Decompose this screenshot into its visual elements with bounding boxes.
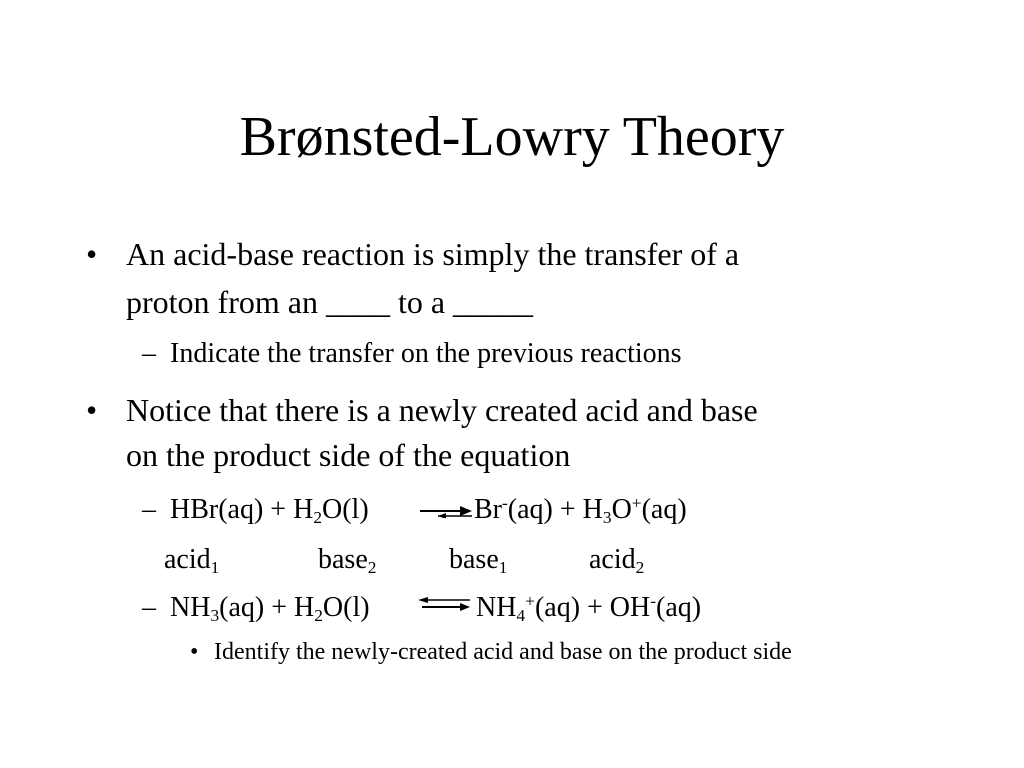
dash-mark: – [142,494,156,525]
equation-2-mid-2: (aq) + OH [534,592,651,623]
role-acid-2-sub: 2 [635,558,645,578]
equation-1-hbr: HBr(aq) + H [170,494,314,525]
role-acid-1-text: acid [164,544,211,575]
equation-2-oh-rest: (aq) [656,592,702,623]
bullet-1-line-1: An acid-base reaction is simply the transfer of a [126,236,740,272]
equation-1-h2o-sub: 2 [313,508,322,528]
equation-1-h3o-sup: + [631,493,642,513]
slide-title: Brønsted-Lowry Theory [239,106,785,168]
equation-2-nh4-sup: + [525,591,535,611]
equation-1-h2o-rest: O(l) [322,494,369,525]
equation-2-mid: (aq) + H [219,592,315,623]
sub-item-indicate: Indicate the transfer on the previous reactions [170,338,682,369]
reverse-arrow-icon [420,504,472,518]
equation-2-h2o-rest: O(l) [322,592,370,623]
role-base-1-sub: 1 [498,558,508,578]
equation-2-oh-sup: - [650,591,657,611]
bullet-2-line-2: on the product side of the equation [126,437,571,473]
bullet-2-line-1: Notice that there is a newly created acid and base [126,392,758,428]
role-acid-2-text: acid [589,544,636,575]
equation-2-nh3: NH [170,592,211,623]
equation-1-h3o-sub: 3 [602,508,612,528]
equation-2-nh4: NH [476,592,517,623]
role-base-2-text: base [318,544,368,575]
equation-1-br: Br [474,494,502,525]
equation-1-products [474,493,687,527]
role-base-2-sub: 2 [367,558,377,578]
sub-sub-item-identify: Identify the newly-created acid and base on the product side [214,639,792,665]
bullet-1-line-2: proton from an ____ to a _____ [126,284,534,320]
role-acid-1 [164,543,219,577]
bullet-mark: • [190,639,199,665]
equation-2-h2o-sub: 2 [314,606,323,626]
equation-1-br-rest: (aq) + H [507,494,603,525]
dash-mark: – [142,338,156,369]
equation-1-reactants [170,493,369,527]
equation-2-products [476,591,701,625]
role-acid-2 [589,543,644,577]
dash-mark: – [142,592,156,623]
role-base-1-text: base [449,544,499,575]
role-base-2 [318,543,376,577]
equation-1-h3o-o: O [611,494,632,525]
reverse-arrow-icon [418,597,470,611]
role-acid-1-sub: 1 [210,558,220,578]
equation-2-reactants [170,591,370,625]
equation-1-br-sup: - [502,493,508,513]
bullet-mark: • [86,392,98,428]
equation-1-h3o-rest: (aq) [641,494,687,525]
equation-2-nh3-sub: 3 [210,606,220,626]
equation-2-nh4-sub: 4 [516,606,526,626]
bullet-mark: • [86,236,98,272]
role-base-1 [449,543,507,577]
